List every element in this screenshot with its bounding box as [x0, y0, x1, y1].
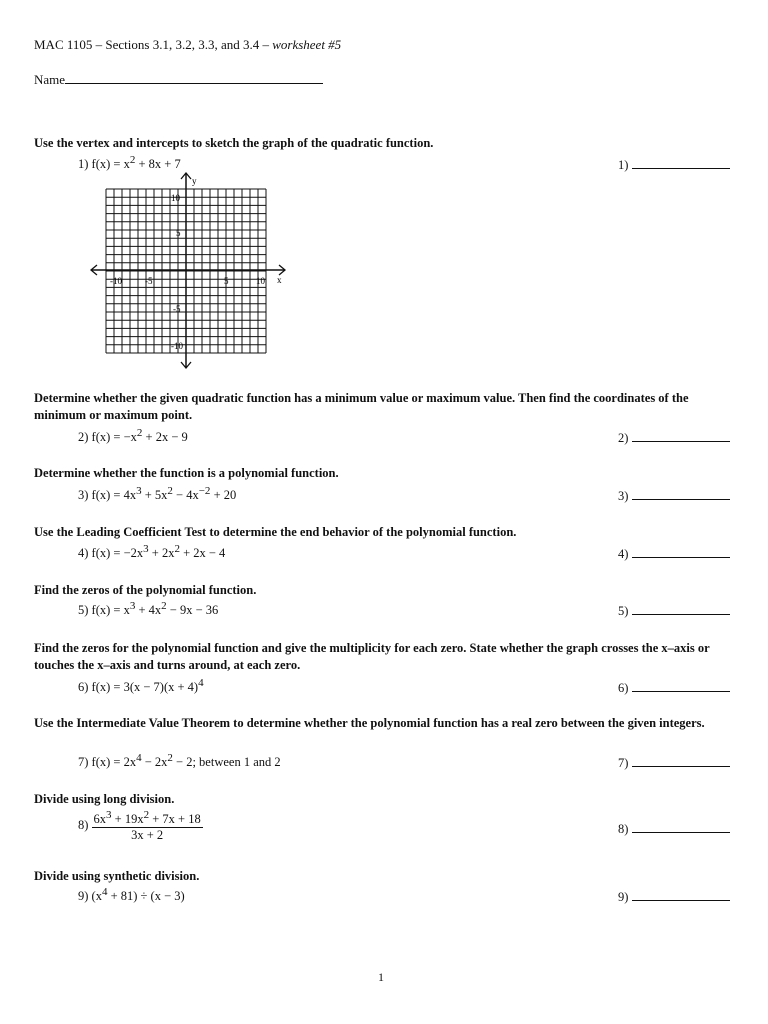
instruction-3: Determine whether the function is a polynomial function.	[34, 466, 339, 480]
answer-line-4[interactable]	[618, 545, 730, 562]
problem-5	[78, 600, 218, 618]
problem-9	[78, 886, 185, 904]
exponent: 2	[143, 809, 150, 821]
expr-part: + 81) ÷ (x − 3)	[107, 889, 185, 904]
x-axis-label: x	[277, 275, 282, 285]
expr-part: f(x) = 3(x − 7)(x + 4)	[91, 680, 199, 695]
instruction-9: Divide using synthetic division.	[34, 869, 200, 883]
expr-part: − 4x	[172, 488, 199, 503]
exponent: 2	[167, 485, 173, 497]
name-row	[34, 71, 323, 88]
answer-line-6[interactable]	[618, 679, 730, 696]
answer-label: 9)	[618, 890, 629, 904]
fraction	[92, 808, 203, 843]
expr-part: + 8x + 7	[135, 157, 181, 172]
exponent: 2	[129, 154, 136, 166]
x-axis	[91, 265, 285, 275]
answer-blank[interactable]	[632, 429, 730, 442]
problem-7	[78, 752, 281, 770]
denominator: 3x + 2	[131, 828, 164, 843]
tick-label-y-neg10: -10	[171, 341, 183, 351]
tick-label-x-10: 10	[256, 276, 265, 286]
problem-number: 2)	[78, 430, 89, 445]
exponent: 3	[136, 485, 142, 497]
answer-label: 6)	[618, 681, 629, 695]
answer-label: 4)	[618, 547, 629, 561]
expr-part: + 20	[210, 488, 237, 503]
answer-blank[interactable]	[632, 754, 730, 767]
expr-part: + 4x	[135, 603, 162, 618]
y-axis-label: y	[192, 176, 197, 186]
expr-part: 6x	[93, 812, 107, 827]
answer-label: 8)	[618, 822, 629, 836]
answer-line-2[interactable]	[618, 429, 730, 446]
answer-blank[interactable]	[632, 602, 730, 615]
answer-label: 7)	[618, 756, 629, 770]
exponent: 3	[129, 600, 136, 612]
problem-number: 1)	[78, 157, 89, 172]
expr-part: + 7x + 18	[149, 812, 201, 827]
exponent: 3	[143, 543, 149, 555]
expr-part: + 2x − 9	[142, 430, 188, 445]
problem-8	[78, 808, 203, 843]
coordinate-grid	[88, 172, 288, 370]
expr-part: f(x) = −2x	[91, 546, 144, 561]
problem-1	[78, 154, 181, 172]
expr-part: + 2x	[148, 546, 175, 561]
expr-part: f(x) = −x	[91, 430, 137, 445]
tick-label-x-5: 5	[224, 276, 229, 286]
expr-part: + 2x − 4	[179, 546, 226, 561]
instruction-2: Determine whether the given quadratic function has a minimum value or maximum value. Then find the coordinates of the minimum or maximum point.	[34, 391, 689, 422]
answer-blank[interactable]	[632, 679, 730, 692]
problem-2	[78, 427, 188, 445]
problem-number: 7)	[78, 755, 89, 770]
page-number: 1	[378, 970, 384, 984]
expr-part: + 19x	[111, 812, 144, 827]
exponent: 3	[106, 809, 112, 821]
problem-6	[78, 677, 204, 695]
problem-3	[78, 485, 236, 503]
expr-part: − 2x	[141, 755, 168, 770]
answer-line-1[interactable]	[618, 156, 730, 173]
answer-line-5[interactable]	[618, 602, 730, 619]
exponent: 4	[198, 677, 204, 689]
expr-part: (x	[91, 889, 102, 904]
instruction-4: Use the Leading Coefficient Test to determine the end behavior of the polynomial function.	[34, 525, 517, 539]
problem-number: 5)	[78, 603, 89, 618]
expr-part: f(x) = x	[91, 603, 130, 618]
problem-number: 4)	[78, 546, 89, 561]
course-title: MAC 1105 – Sections 3.1, 3.2, 3.3, and 3.4 –	[34, 37, 273, 52]
problem-number: 3)	[78, 488, 89, 503]
answer-blank[interactable]	[632, 888, 730, 901]
problem-number: 8)	[78, 818, 89, 833]
problem-4	[78, 543, 225, 561]
answer-blank[interactable]	[632, 820, 730, 833]
answer-label: 3)	[618, 489, 629, 503]
name-field[interactable]	[65, 71, 323, 84]
instruction-5: Find the zeros of the polynomial function.	[34, 583, 257, 597]
expr-part: f(x) = 4x	[91, 488, 137, 503]
tick-label-y-10: 10	[171, 193, 180, 203]
answer-line-9[interactable]	[618, 888, 730, 905]
answer-line-3[interactable]	[618, 487, 730, 504]
exponent: 2	[174, 543, 180, 555]
instruction-8: Divide using long division.	[34, 792, 175, 806]
exponent: 4	[136, 752, 142, 764]
expr-part: − 2; between 1 and 2	[172, 755, 281, 770]
answer-label: 1)	[618, 158, 629, 172]
exponent: 4	[101, 886, 108, 898]
answer-label: 2)	[618, 431, 629, 445]
tick-label-y-5: 5	[176, 228, 181, 238]
expr-part: − 9x − 36	[166, 603, 219, 618]
exponent: 2	[161, 600, 167, 612]
worksheet-number: worksheet #5	[272, 37, 342, 52]
problem-number: 6)	[78, 680, 89, 695]
answer-blank[interactable]	[632, 156, 730, 169]
expr-part: + 5x	[141, 488, 168, 503]
expr-part: f(x) = x	[91, 157, 130, 172]
tick-label-y-neg5: -5	[173, 304, 181, 314]
instruction-6: Find the zeros for the polynomial function and give the multiplicity for each zero. State whether the graph crosses the x–axis or touches the x–axis and turns around, at each zero.	[34, 641, 710, 672]
name-label: Name	[34, 72, 66, 87]
exponent: 2	[167, 752, 173, 764]
tick-label-x-neg10: -10	[110, 276, 122, 286]
problem-number: 9)	[78, 889, 89, 904]
answer-blank[interactable]	[632, 545, 730, 558]
tick-label-x-neg5: -5	[145, 276, 153, 286]
worksheet-header	[34, 37, 341, 53]
numerator	[92, 808, 203, 828]
exponent: 2	[136, 427, 143, 439]
answer-blank[interactable]	[632, 487, 730, 500]
answer-line-7[interactable]	[618, 754, 730, 771]
answer-label: 5)	[618, 604, 629, 618]
exponent: −2	[198, 485, 211, 497]
answer-line-8[interactable]	[618, 820, 730, 837]
instruction-1: Use the vertex and intercepts to sketch the graph of the quadratic function.	[34, 136, 434, 150]
instruction-7: Use the Intermediate Value Theorem to determine whether the polynomial function has a real zero between the given integers.	[34, 716, 705, 730]
expr-part: f(x) = 2x	[91, 755, 137, 770]
